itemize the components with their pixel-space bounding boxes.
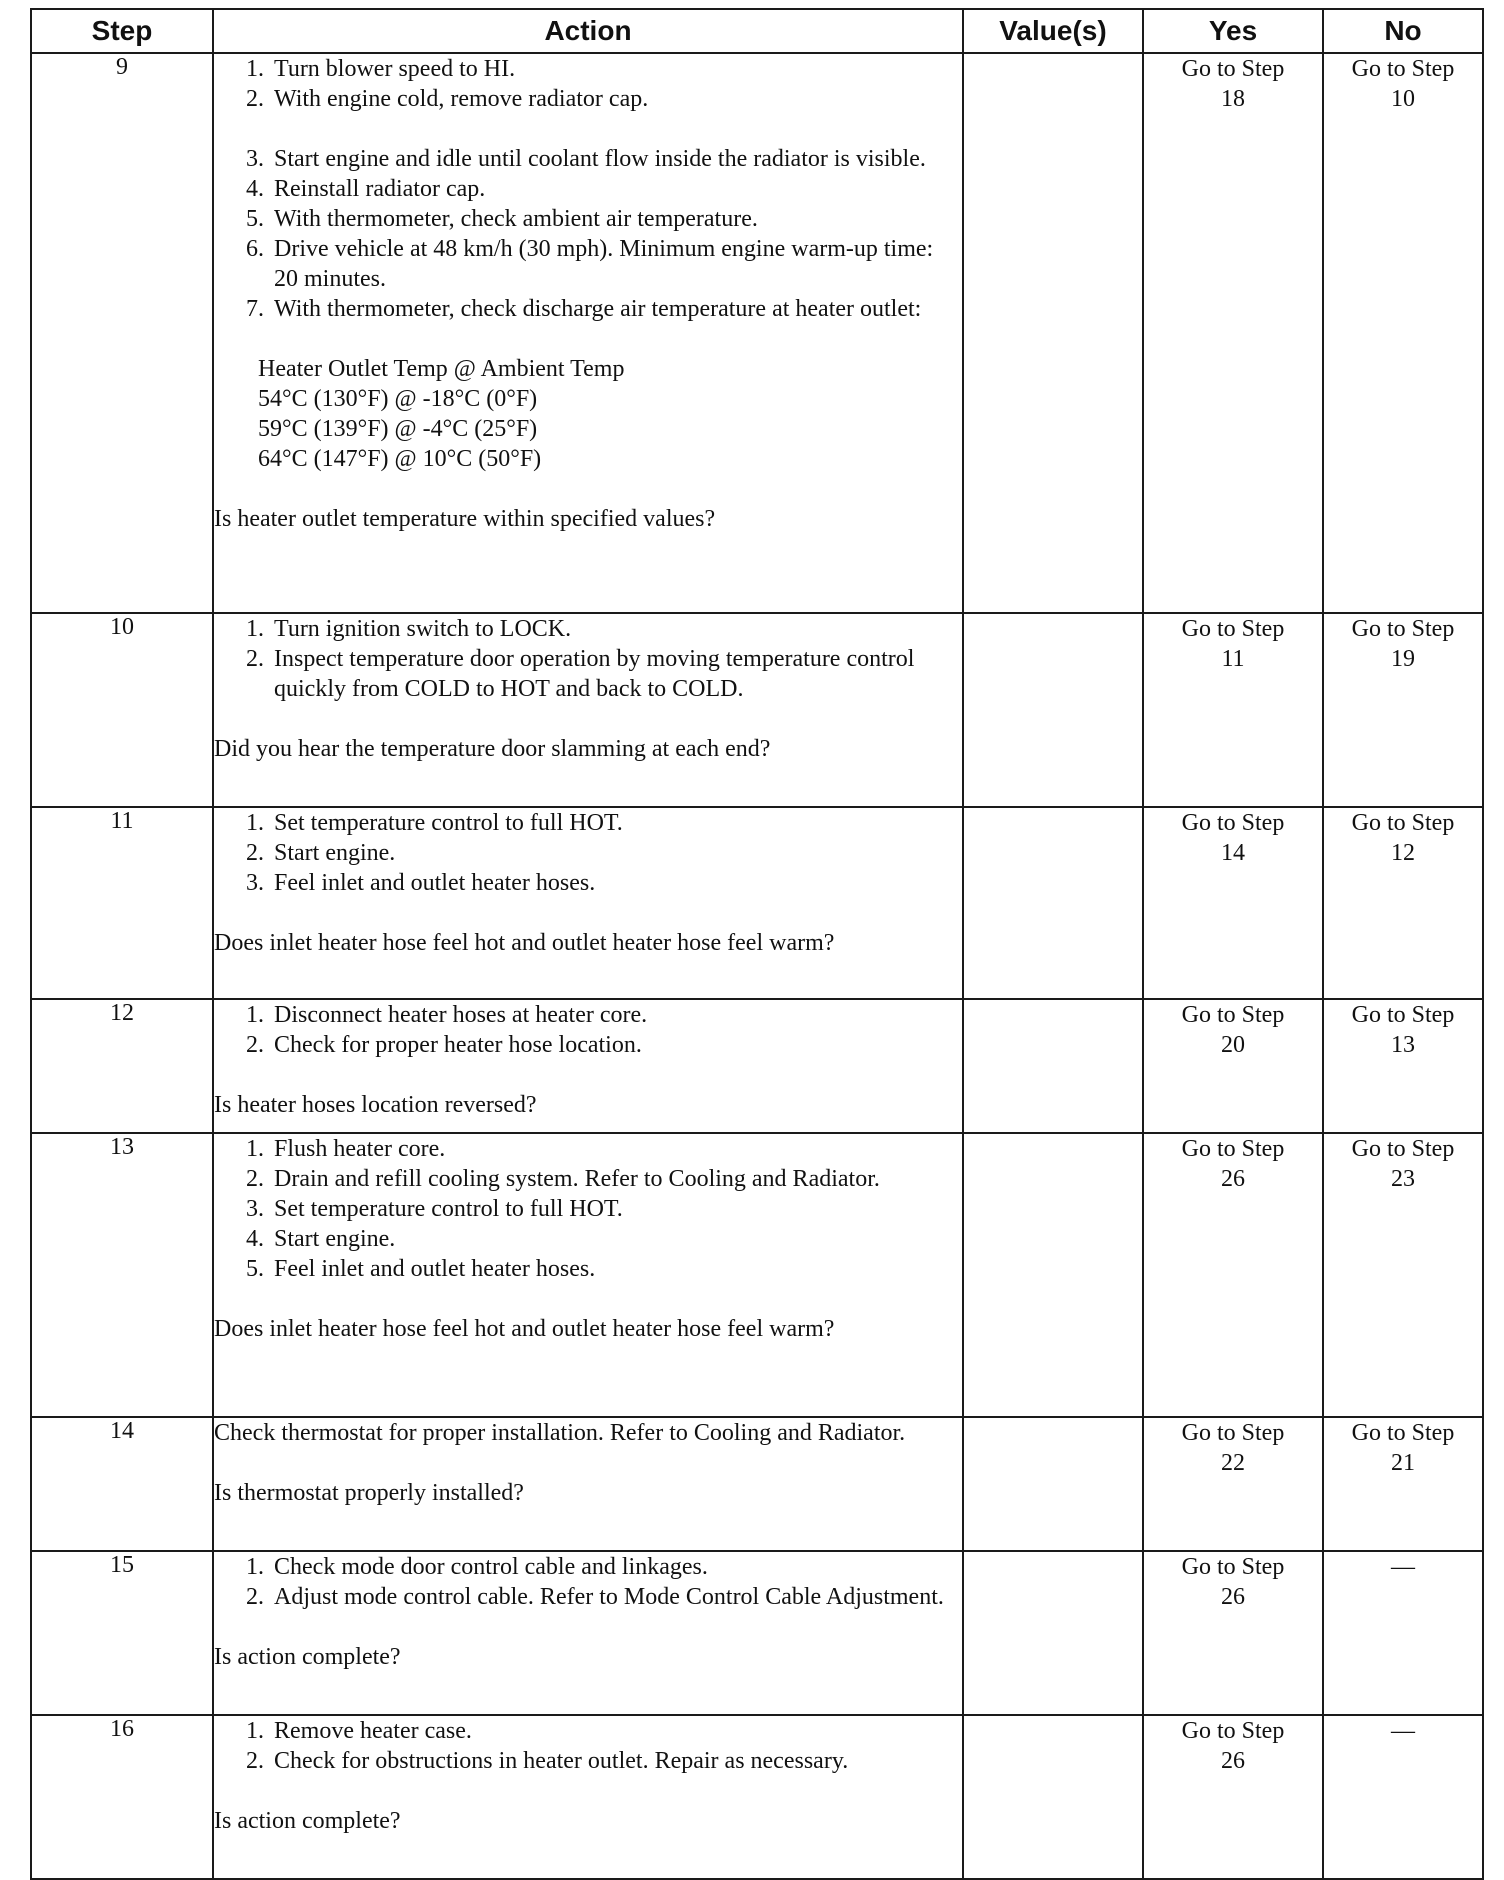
temperature-spec — [214, 354, 962, 474]
yes-cell — [1143, 1417, 1323, 1551]
yes-step: 14 — [1221, 840, 1245, 866]
header-action: Action — [213, 9, 963, 53]
action-cell — [213, 999, 963, 1133]
table-row — [31, 1551, 1483, 1715]
yes-step: 22 — [1221, 1450, 1245, 1476]
no-step: 21 — [1391, 1450, 1415, 1476]
yes-cell — [1143, 807, 1323, 999]
list-item: 1. Turn blower speed to HI. — [270, 54, 962, 84]
table-row — [31, 53, 1483, 613]
table-row — [31, 613, 1483, 807]
no-label: Go to Step — [1351, 616, 1455, 642]
no-step: 10 — [1391, 86, 1415, 112]
no-label: Go to Step — [1351, 1002, 1455, 1028]
action-steps — [214, 54, 962, 114]
no-step: 13 — [1391, 1032, 1415, 1058]
question: Is action complete? — [214, 1644, 401, 1670]
question: Does inlet heater hose feel hot and outlet heater hose feel warm? — [214, 930, 835, 956]
yes-step: 11 — [1221, 646, 1245, 672]
step-number: 10 — [31, 613, 213, 807]
no-step: 19 — [1391, 646, 1415, 672]
yes-label: Go to Step — [1181, 1718, 1285, 1744]
step-number: 16 — [31, 1715, 213, 1879]
list-item: 7. With thermometer, check discharge air temperature at heater outlet: — [270, 294, 962, 324]
value-cell — [963, 999, 1143, 1133]
value-cell — [963, 1551, 1143, 1715]
header-yes: Yes — [1143, 9, 1323, 53]
question: Did you hear the temperature door slamming at each end? — [214, 736, 771, 762]
step-number: 11 — [31, 807, 213, 999]
temp-line: 64°C (147°F) @ 10°C (50°F) — [258, 446, 542, 472]
no-label: Go to Step — [1351, 1136, 1455, 1162]
yes-label: Go to Step — [1181, 1002, 1285, 1028]
value-cell — [963, 1715, 1143, 1879]
list-item: 2. Check for proper heater hose location. — [270, 1030, 962, 1060]
list-item: 3. Start engine and idle until coolant flow inside the radiator is visible. — [270, 144, 962, 174]
list-item: 2. Drain and refill cooling system. Refer to Cooling and Radiator. — [270, 1164, 962, 1194]
list-item: 4. Reinstall radiator cap. — [270, 174, 962, 204]
header-step: Step — [31, 9, 213, 53]
yes-label: Go to Step — [1181, 810, 1285, 836]
value-cell — [963, 807, 1143, 999]
step-number: 12 — [31, 999, 213, 1133]
no-cell — [1323, 53, 1483, 613]
yes-cell — [1143, 1133, 1323, 1417]
no-cell — [1323, 999, 1483, 1133]
table-row — [31, 999, 1483, 1133]
list-item: 2. Inspect temperature door operation by moving temperature control quickly from COLD to HOT and back to COLD. — [270, 644, 962, 704]
list-item: 1. Remove heater case. — [270, 1716, 962, 1746]
yes-label: Go to Step — [1181, 1136, 1285, 1162]
step-number: 13 — [31, 1133, 213, 1417]
no-label: Go to Step — [1351, 810, 1455, 836]
list-item: 3. Set temperature control to full HOT. — [270, 1194, 962, 1224]
no-cell — [1323, 1133, 1483, 1417]
list-item: 2. Check for obstructions in heater outlet. Repair as necessary. — [270, 1746, 962, 1776]
question: Is action complete? — [214, 1808, 401, 1834]
diagnostic-table — [30, 8, 1484, 1880]
yes-cell — [1143, 999, 1323, 1133]
header-row — [31, 9, 1483, 53]
question: Does inlet heater hose feel hot and outlet heater hose feel warm? — [214, 1316, 835, 1342]
action-steps — [214, 808, 962, 898]
yes-step: 18 — [1221, 86, 1245, 112]
no-dash: — — [1391, 1718, 1415, 1744]
no-label: Go to Step — [1351, 56, 1455, 82]
yes-step: 26 — [1221, 1166, 1245, 1192]
list-item: 5. Feel inlet and outlet heater hoses. — [270, 1254, 962, 1284]
question: Is thermostat properly installed? — [214, 1480, 524, 1506]
action-cell — [213, 1133, 963, 1417]
table-row — [31, 1133, 1483, 1417]
action-cell — [213, 807, 963, 999]
action-cell — [213, 1551, 963, 1715]
action-steps — [214, 144, 962, 324]
yes-label: Go to Step — [1181, 616, 1285, 642]
list-item: 2. With engine cold, remove radiator cap. — [270, 84, 962, 114]
value-cell — [963, 53, 1143, 613]
no-dash: — — [1391, 1554, 1415, 1580]
yes-label: Go to Step — [1181, 56, 1285, 82]
list-item: 5. With thermometer, check ambient air temperature. — [270, 204, 962, 234]
action-steps — [214, 614, 962, 704]
no-cell — [1323, 1715, 1483, 1879]
yes-cell — [1143, 613, 1323, 807]
table-row — [31, 1417, 1483, 1551]
no-step: 23 — [1391, 1166, 1415, 1192]
list-item: 1. Flush heater core. — [270, 1134, 962, 1164]
step-number: 14 — [31, 1417, 213, 1551]
header-values: Value(s) — [963, 9, 1143, 53]
no-step: 12 — [1391, 840, 1415, 866]
list-item: 6. Drive vehicle at 48 km/h (30 mph). Minimum engine warm-up time: 20 minutes. — [270, 234, 962, 294]
list-item: 1. Disconnect heater hoses at heater core. — [270, 1000, 962, 1030]
list-item: 4. Start engine. — [270, 1224, 962, 1254]
no-cell — [1323, 613, 1483, 807]
action-steps — [214, 1134, 962, 1284]
no-label: Go to Step — [1351, 1420, 1455, 1446]
value-cell — [963, 1133, 1143, 1417]
yes-cell — [1143, 1551, 1323, 1715]
list-item: 2. Adjust mode control cable. Refer to Mode Control Cable Adjustment. — [270, 1582, 962, 1612]
question: Is heater hoses location reversed? — [214, 1092, 537, 1118]
temp-header: Heater Outlet Temp @ Ambient Temp — [258, 356, 625, 382]
action-text: Check thermostat for proper installation. Refer to Cooling and Radiator. — [214, 1420, 906, 1446]
yes-label: Go to Step — [1181, 1554, 1285, 1580]
list-item: 1. Set temperature control to full HOT. — [270, 808, 962, 838]
action-steps — [214, 1552, 962, 1612]
table-row — [31, 807, 1483, 999]
temp-line: 54°C (130°F) @ -18°C (0°F) — [258, 386, 538, 412]
no-cell — [1323, 1551, 1483, 1715]
list-item: 3. Feel inlet and outlet heater hoses. — [270, 868, 962, 898]
list-item: 1. Turn ignition switch to LOCK. — [270, 614, 962, 644]
list-item: 1. Check mode door control cable and linkages. — [270, 1552, 962, 1582]
yes-step: 26 — [1221, 1748, 1245, 1774]
value-cell — [963, 613, 1143, 807]
action-cell — [213, 53, 963, 613]
yes-label: Go to Step — [1181, 1420, 1285, 1446]
temp-line: 59°C (139°F) @ -4°C (25°F) — [258, 416, 538, 442]
no-cell — [1323, 1417, 1483, 1551]
yes-cell — [1143, 1715, 1323, 1879]
yes-step: 20 — [1221, 1032, 1245, 1058]
list-item: 2. Start engine. — [270, 838, 962, 868]
header-no: No — [1323, 9, 1483, 53]
yes-cell — [1143, 53, 1323, 613]
action-cell — [213, 613, 963, 807]
no-cell — [1323, 807, 1483, 999]
action-steps — [214, 1000, 962, 1060]
action-cell — [213, 1417, 963, 1551]
yes-step: 26 — [1221, 1584, 1245, 1610]
step-number: 15 — [31, 1551, 213, 1715]
value-cell — [963, 1417, 1143, 1551]
step-number: 9 — [31, 53, 213, 613]
question: Is heater outlet temperature within specified values? — [214, 506, 716, 532]
table-row — [31, 1715, 1483, 1879]
action-cell — [213, 1715, 963, 1879]
action-steps — [214, 1716, 962, 1776]
